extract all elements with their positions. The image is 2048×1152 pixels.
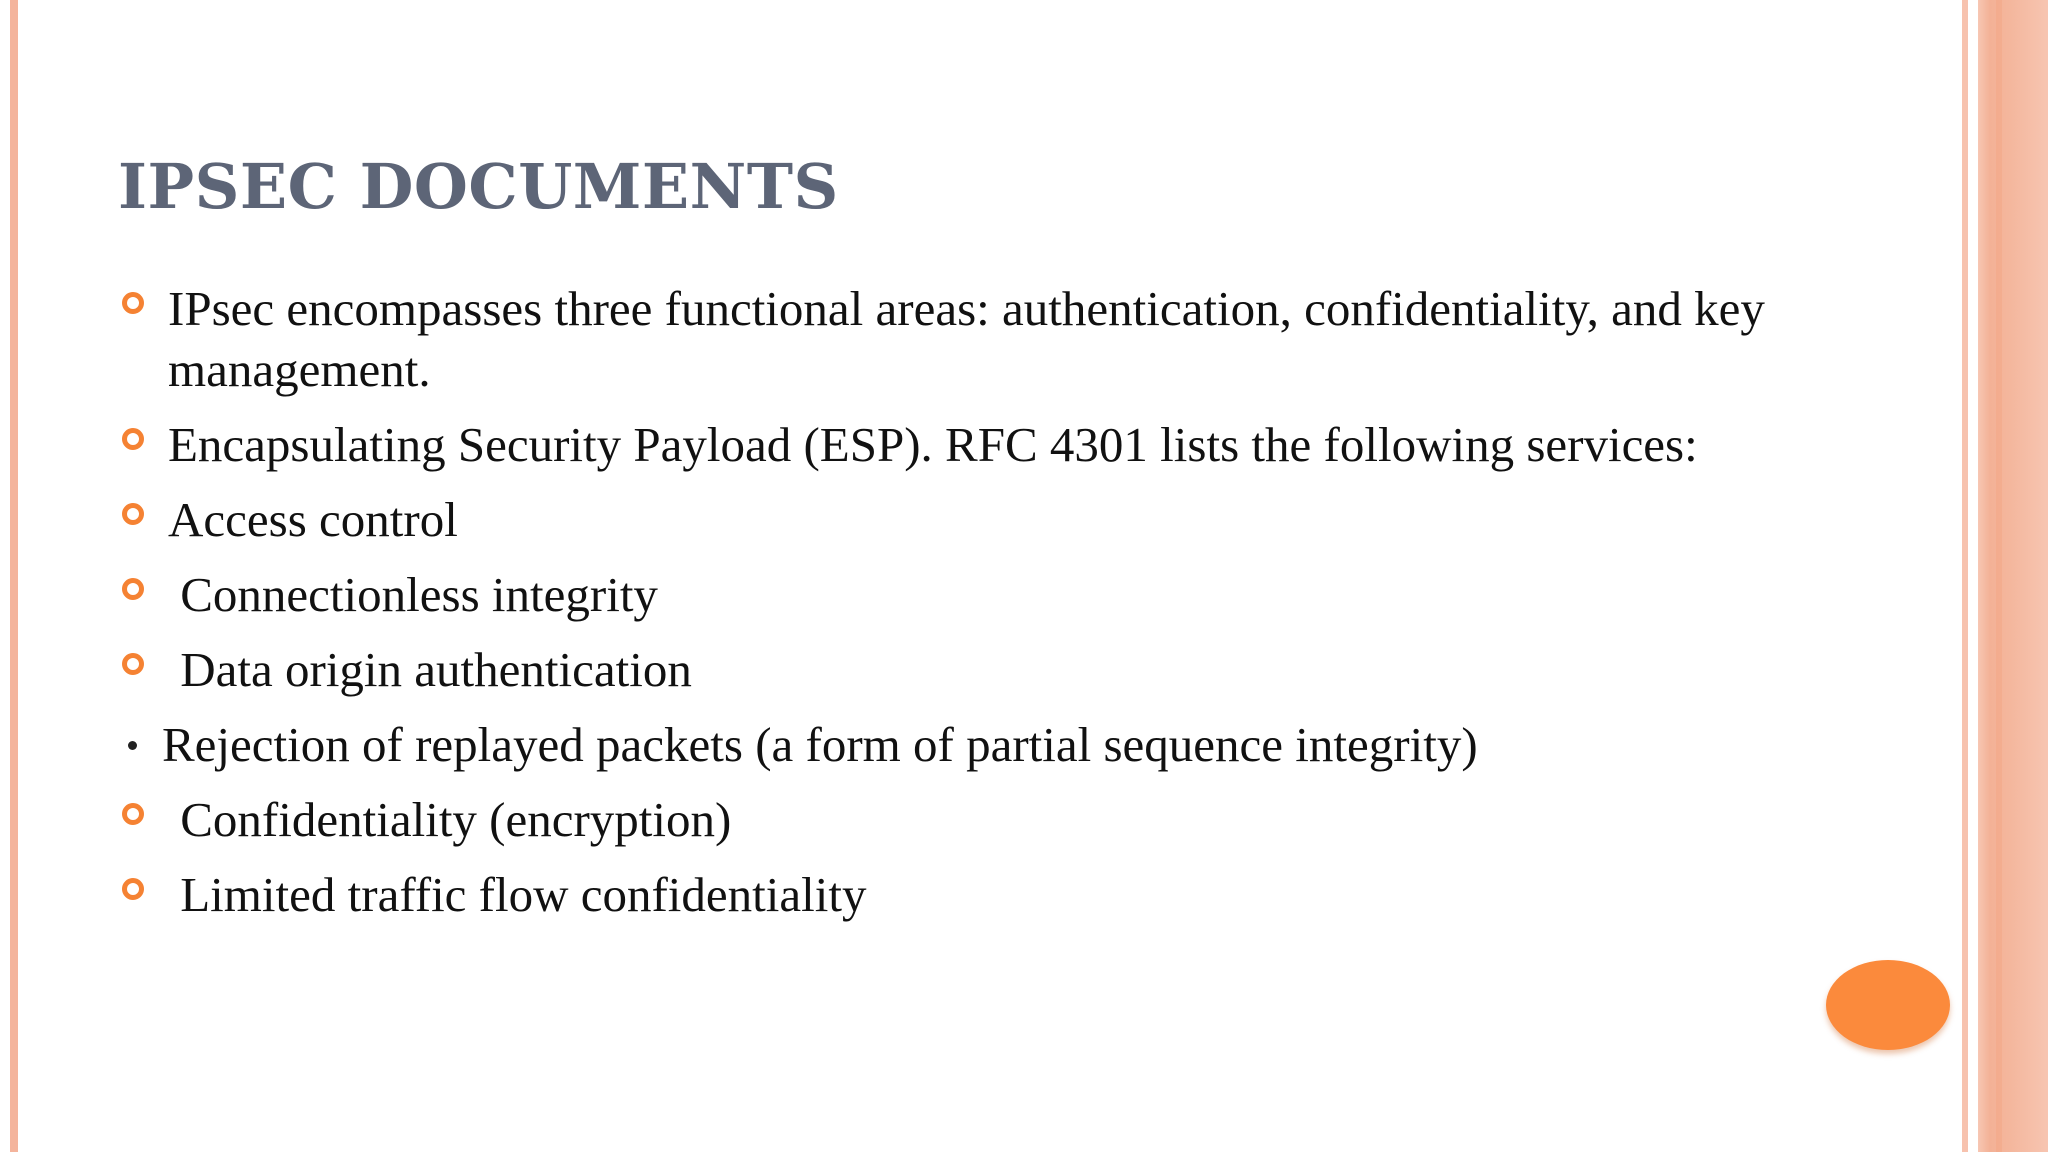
orange-ring-bullet-icon — [122, 878, 144, 900]
bullet-item — [118, 414, 1798, 475]
bullet-list — [118, 278, 1798, 939]
slide-title: IPSEC DOCUMENTS — [118, 150, 839, 223]
orange-ring-bullet-icon — [122, 578, 144, 600]
bullet-item — [118, 789, 1798, 850]
orange-ring-bullet-icon — [122, 292, 144, 314]
bullet-item — [118, 714, 1798, 775]
right-band-inner-stripe — [1996, 0, 2002, 1152]
orange-ring-bullet-icon — [122, 803, 144, 825]
orange-oval-decoration — [1826, 960, 1950, 1050]
orange-ring-bullet-icon — [122, 428, 144, 450]
bullet-text: Rejection of replayed packets (a form of partial sequence integrity) — [162, 717, 1478, 772]
orange-ring-bullet-icon — [122, 653, 144, 675]
bullet-text: Data origin authentication — [168, 642, 692, 697]
bullet-text: Encapsulating Security Payload (ESP). RFC 4301 lists the following services: — [168, 417, 1698, 472]
bullet-item — [118, 864, 1798, 925]
right-thin-stripe — [1962, 0, 1968, 1152]
bullet-text: IPsec encompasses three functional areas: authentication, confidentiality, and key management. — [168, 281, 1765, 397]
right-decorative-band — [1978, 0, 2048, 1152]
left-decorative-stripe — [10, 0, 18, 1152]
bullet-item — [118, 639, 1798, 700]
bullet-item — [118, 564, 1798, 625]
bullet-item — [118, 278, 1798, 400]
orange-ring-bullet-icon — [122, 503, 144, 525]
bullet-item — [118, 489, 1798, 550]
bullet-text: Limited traffic flow confidentiality — [168, 867, 867, 922]
bullet-text: Confidentiality (encryption) — [168, 792, 732, 847]
dot-bullet-icon — [128, 741, 137, 750]
bullet-text: Connectionless integrity — [168, 567, 658, 622]
bullet-text: Access control — [168, 492, 458, 547]
